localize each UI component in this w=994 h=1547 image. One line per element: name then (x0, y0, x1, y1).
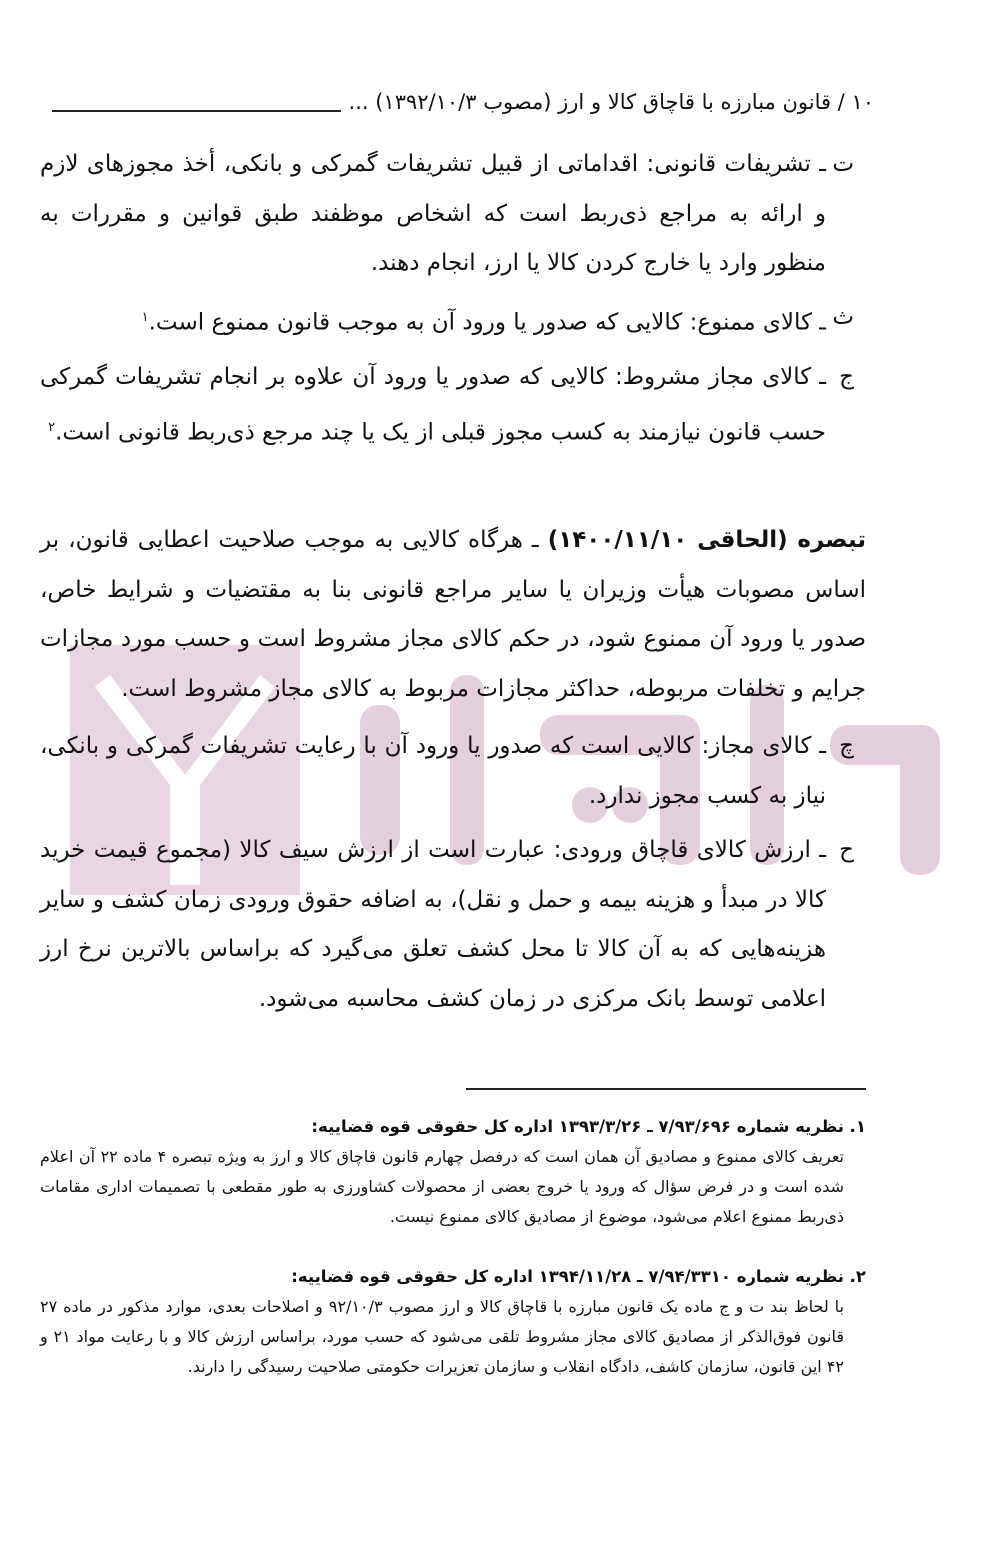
tabsare-text: ـ هرگاه کالایی به موجب صلاحیت اعطایی قانون، بر اساس مصوبات هیأت وزیران یا سایر مراجع قانونی بنا به مقتضیات و شرایط خاص، صدور یا ورود آن ممنوع شود، در حکم کالای مجاز مشروط است و حسب مورد مجازات جرایم و تخلفات مربوطه، حداکثر مجازات مربوط به کالای مجاز مشروط است. (40, 527, 866, 702)
footnote-ref: ۲ (48, 419, 56, 435)
item-letter: ث (832, 304, 854, 330)
item-text (40, 293, 826, 348)
footnote-heading: ۱. نظریه شماره ۷/۹۳/۶۹۶ ـ ۱۳۹۳/۳/۲۶ اداره کل حقوقی قوه قضاییه: (311, 1117, 866, 1136)
tabsare-heading: تبصره (الحاقی ۱۴۰۰/۱۱/۱۰) (547, 527, 866, 553)
item-text (40, 353, 826, 458)
item-text: ـ کالای مجاز: کالایی است که صدور یا ورود آن با رعایت تشریفات گمرکی و بانکی، نیاز به کسب مجوز ندارد. (40, 733, 826, 809)
item-letter: ت (832, 151, 854, 177)
item-text-content: ـ کالای مجاز مشروط: کالایی که صدور یا ورود آن علاوه بر انجام تشریفات گمرکی حسب قانون نیازمند به کسب مجوز قبلی از یک یا چند مرجع ذی‌ربط قانونی است. (40, 364, 826, 446)
item-text: ـ ارزش کالای قاچاق ورودی: عبارت است از ارزش سیف کالا (مجموع قیمت خرید کالا در مبدأ و هزینه بیمه و حمل و نقل)، به اضافه حقوق ورودی زمان کشف و سایر هزینه‌هایی که به آن کالا تا محل کشف تعلق می‌گیرد که براساس بالاترین نرخ ارز اعلامی توسط بانک مرکزی در زمان کشف محاسبه می‌شود. (40, 837, 826, 1012)
footnote-separator (466, 1088, 866, 1090)
tabsare-paragraph (40, 516, 866, 714)
running-header (52, 82, 874, 122)
item-text-content: ـ کالای ممنوع: کالایی که صدور یا ورود آن به موجب قانون ممنوع است. (148, 309, 826, 336)
footnote-1 (40, 1112, 866, 1232)
item-letter: ح (839, 837, 854, 863)
item-letter: چ (839, 733, 854, 759)
running-header-text: ۱۰ / قانون مبارزه با قاچاق کالا و ارز (مصوب ۱۳۹۲/۱۰/۳) ... (348, 90, 874, 114)
footnote-ref: ۱ (141, 310, 149, 325)
item-text: ـ تشریفات قانونی: اقداماتی از قبیل تشریفات گمرکی و بانکی، أخذ مجوزهای لازم و ارائه به مراجع ذی‌ربط است که اشخاص موظفند طبق قوانین و مقررات به منظور وارد یا خارج کردن کالا یا ارز، انجام دهند. (40, 151, 826, 276)
footnote-body: تعریف کالای ممنوع و مصادیق آن همان است که درفصل چهارم قانون قاچاق کالا و ارز به ویژه تبصره ۴ ماده ۲۲ آن اعلام شده است و در فرض سؤال که ورود یا خروج بعضی از محصولات کشاورزی به طور مقطعی با تصمیمات اداری مقامات ذی‌ربط ممنوع اعلام می‌شود، موضوع از مصادیق کالای ممنوع نیست. (40, 1147, 844, 1226)
footnote-body: با لحاظ بند ت و ج ماده یک قانون مبارزه با قاچاق کالا و ارز مصوب ۹۲/۱۰/۳ و اصلاحات بعدی، موارد مذکور در ماده ۲۷ قانون فوق‌الذکر از مصادیق کالای مجاز مشروط تلقی می‌شود که حسب مورد، براساس ارزش کالا و با رعایت مواد ۲۱ و ۴۲ این قانون، سازمان کاشف، دادگاه انقلاب و سازمان تعزیرات حکومتی صلاحیت رسیدگی را دارند. (40, 1297, 845, 1376)
item-letter: ج (839, 364, 854, 390)
footnote-2 (40, 1262, 866, 1382)
footnote-heading: ۲. نظریه شماره ۷/۹۴/۳۳۱۰ ـ ۱۳۹۴/۱۱/۲۸ اداره کل حقوقی قوه قضاییه: (291, 1267, 866, 1286)
header-rule (52, 110, 341, 112)
